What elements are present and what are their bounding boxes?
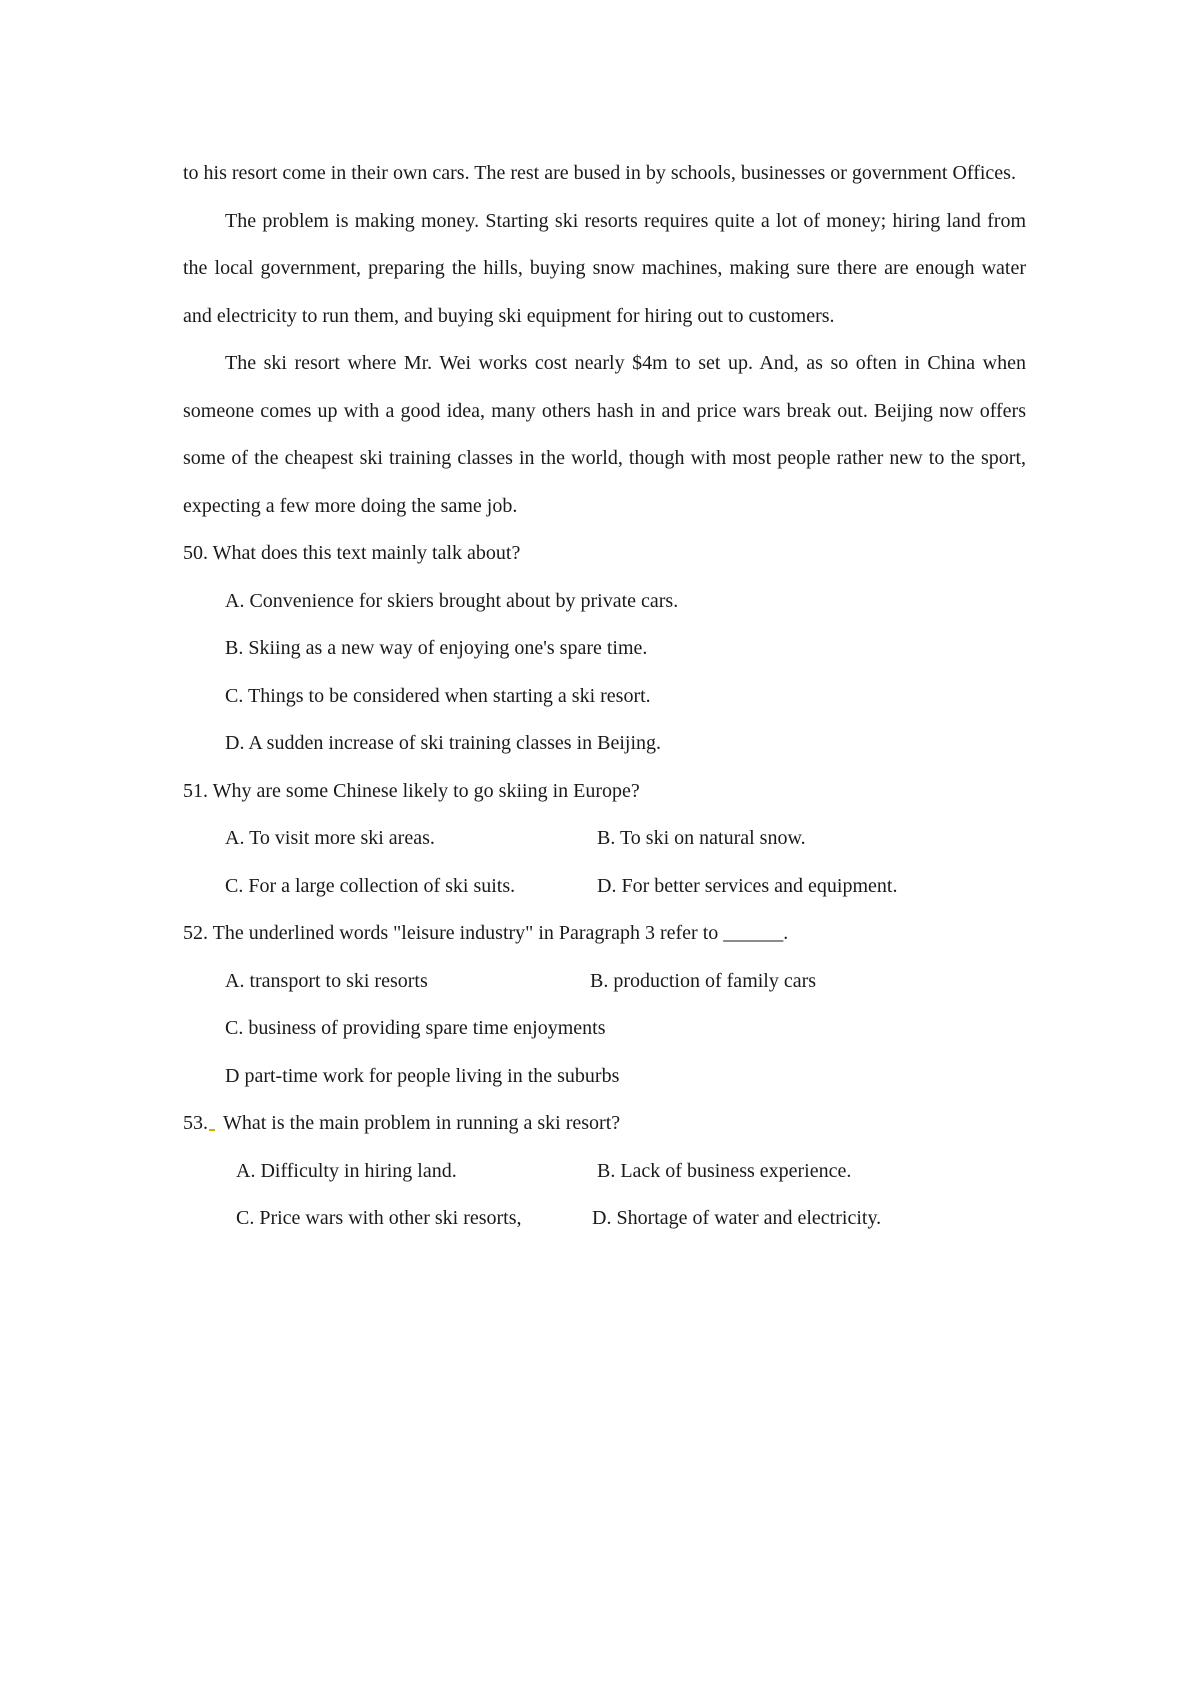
- question-53-stem-row: [183, 1100, 1026, 1148]
- passage-paragraph-1: to his resort come in their own cars. The rest are bused in by schools, businesses or government Offices.: [183, 162, 1016, 184]
- question-53-option-b: B. Lack of business experience.: [597, 1159, 852, 1182]
- question-51-option-a: A. To visit more ski areas.: [225, 827, 435, 849]
- question-50-option-a: A. Convenience for skiers brought about by private cars.: [225, 589, 679, 612]
- question-52-option-c: C. business of providing spare time enjoyments: [225, 1017, 606, 1039]
- question-53-stem: What is the main problem in running a ski resort?: [223, 1112, 621, 1134]
- question-50-option-d: D. A sudden increase of ski training classes in Beijing.: [225, 732, 662, 754]
- question-53-options-cd-row: [183, 1195, 1026, 1243]
- question-50-option-a-row: [183, 578, 1026, 626]
- question-51-option-b: B. To ski on natural snow.: [597, 827, 806, 849]
- question-52-stem: 52. The underlined words "leisure industry" in Paragraph 3 refer to ______.: [183, 922, 789, 944]
- question-50-option-b-row: [183, 625, 1026, 673]
- passage-paragraph-3: The ski resort where Mr. Wei works cost nearly $4m to set up. And, as so often in China when someone comes up with a good idea, many others hash in and price wars break out. Beijing now offers some of the cheapest ski training classes in the world, though with most people rather new to the sport, expecting a few more doing the same job.: [183, 352, 1026, 517]
- question-52-option-c-row: [183, 1005, 1026, 1053]
- question-52-option-d: D part-time work for people living in the suburbs: [225, 1064, 620, 1087]
- question-52-option-a: A. transport to ski resorts: [225, 969, 428, 992]
- question-50-option-b: B. Skiing as a new way of enjoying one's spare time.: [225, 637, 648, 659]
- question-51-option-c: C. For a large collection of ski suits.: [225, 874, 516, 897]
- question-53-option-d: D. Shortage of water and electricity.: [592, 1207, 882, 1229]
- question-53-option-c: C. Price wars with other ski resorts,: [236, 1207, 522, 1229]
- question-52-option-b: B. production of family cars: [590, 969, 817, 992]
- question-50-stem: 50. What does this text mainly talk about?: [183, 542, 521, 564]
- question-52-options-ab-row: [183, 958, 1026, 1006]
- question-52-option-d-row: [183, 1053, 1026, 1101]
- document-page: [183, 150, 1026, 1243]
- question-53-number: 53.: [183, 1112, 208, 1134]
- question-51-option-d: D. For better services and equipment.: [597, 874, 898, 897]
- passage-paragraph-2: The problem is making money. Starting ski resorts requires quite a lot of money; hiring land from the local government, preparing the hills, buying snow machines, making sure there are enough water and electricity to run them, and buying ski equipment for hiring out to customers.: [183, 209, 1026, 327]
- question-50-option-c-row: [183, 673, 1026, 721]
- question-51-options-ab-row: [183, 815, 1026, 863]
- question-53-options-ab-row: [183, 1148, 1026, 1196]
- question-51-stem: 51. Why are some Chinese likely to go skiing in Europe?: [183, 779, 640, 802]
- question-51-options-cd-row: [183, 863, 1026, 911]
- question-50-option-c: C. Things to be considered when starting a ski resort.: [225, 684, 651, 707]
- question-53-option-a: A. Difficulty in hiring land.: [236, 1159, 457, 1182]
- highlight-mark: [209, 1129, 215, 1131]
- question-50-option-d-row: [183, 720, 1026, 768]
